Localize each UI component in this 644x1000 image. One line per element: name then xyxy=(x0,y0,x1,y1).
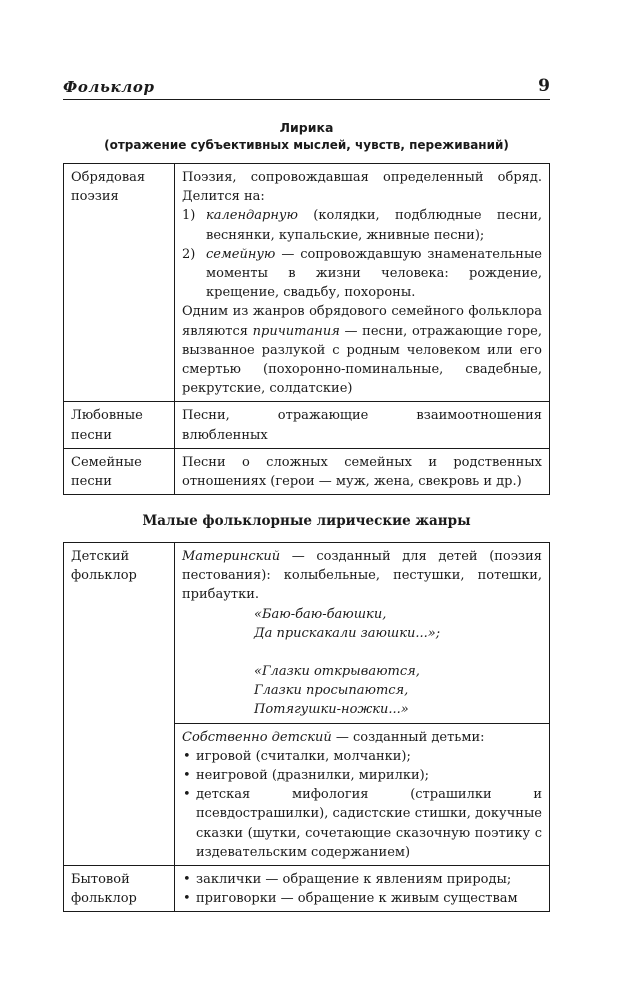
description-cell xyxy=(175,866,550,912)
ritual-list xyxy=(182,206,542,302)
list-item: • неигровой (дразнилки, мирилки); xyxy=(182,766,542,785)
term-cell: Детский фольклор xyxy=(64,543,175,866)
list-item: 1) календарную (колядки, подблюдные песни, веснянки, купальские, жнивные песни); xyxy=(182,208,542,243)
table-row xyxy=(64,402,550,448)
term-cell: Бытовой фольклор xyxy=(64,866,175,912)
ritual-outro: Одним из жанров обрядового семейного фольклора являются причитания — песни, отражающие горе, вызванное разлукой с родным человеком или его смертью (похоронно-поминальные, свадебные, рекрутские, солдатские) xyxy=(182,304,542,397)
list-item: • игровой (считалки, молчанки); xyxy=(182,747,542,766)
list-item: • приговорки — обращение к живым существам xyxy=(182,889,542,908)
description-cell: Песни о сложных семейных и родственных отношениях (герои — муж, жена, свекровь и др.) xyxy=(175,448,550,494)
table-row xyxy=(64,543,550,724)
term-cell: Семейные песни xyxy=(64,448,175,494)
table-row xyxy=(64,866,550,912)
description-cell xyxy=(175,543,550,724)
household-list xyxy=(182,870,542,908)
lyrics-table xyxy=(63,163,550,495)
table-row xyxy=(64,448,550,494)
section-subtitle-lyrics: (отражение субъективных мыслей, чувств, переживаний) xyxy=(104,138,509,152)
list-item: • детская мифология (страшилки и псевдострашилки), садистские стишки, докучные сказки (шутки, сочетающие сказочную поэтику с издевательским содержанием) xyxy=(182,785,542,862)
section-title-lyrics: Лирика xyxy=(279,120,334,135)
running-title: Фольклор xyxy=(63,78,155,96)
list-item: • заклички — обращение к явлениям природы; xyxy=(182,870,542,889)
small-genres-table xyxy=(63,542,550,912)
own-list xyxy=(182,747,542,862)
term-cell: Обрядовая поэзия xyxy=(64,164,175,402)
list-item: 2) семейную — сопровождавшую знаменательные моменты в жизни человека: рождение, крещение, свадьбу, похороны. xyxy=(182,246,542,301)
table-row xyxy=(64,164,550,402)
header-rule xyxy=(63,99,550,100)
own-desc: Собственно детский — созданный детьми: xyxy=(182,729,485,745)
page-number: 9 xyxy=(538,76,550,96)
description-cell xyxy=(175,723,550,865)
page-header xyxy=(63,75,550,101)
poem-excerpt: «Баю-баю-баюшки, Да прискакали заюшки...»; «Глазки открываются, Глазки просыпаются, Потягушки-ножки...» xyxy=(254,606,441,718)
description-cell xyxy=(175,164,550,402)
term-cell: Любовные песни xyxy=(64,402,175,448)
ritual-intro: Поэзия, сопровождавшая определенный обряд. Делится на: xyxy=(182,170,542,205)
maternal-desc: Материнский — созданный для детей (поэзия пестования): колыбельные, пестушки, потешки, прибаутки. xyxy=(182,549,542,603)
description-cell: Песни, отражающие взаимоотношения влюбленных xyxy=(175,402,550,448)
section-title-small-genres: Малые фольклорные лирические жанры xyxy=(142,513,471,529)
